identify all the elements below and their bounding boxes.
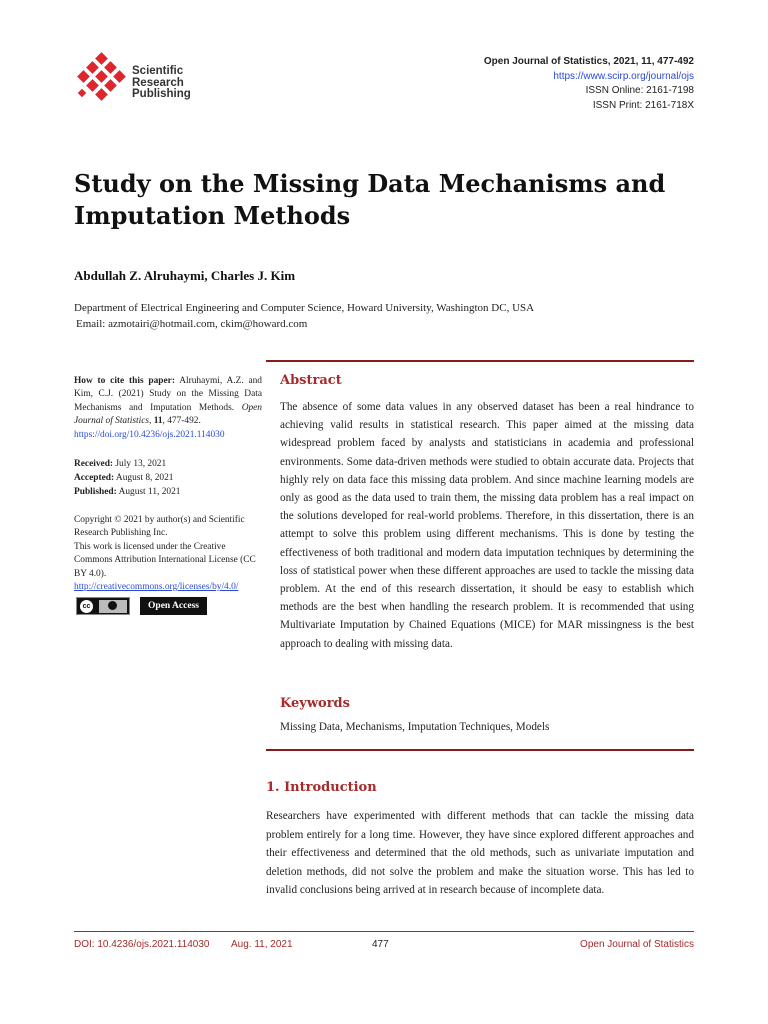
introduction-heading: 1. Introduction (266, 780, 377, 795)
open-access-badge: Open Access (140, 597, 207, 615)
footer-doi: DOI: 10.4236/ojs.2021.114030 (74, 939, 210, 950)
authors: Abdullah Z. Alruhaymi, Charles J. Kim (74, 268, 296, 283)
cc-icon: cc (80, 600, 93, 613)
abstract-text: The absence of some data values in any observed dataset has been a real hindrance to achieving valid results in statistical research. This paper aimed at the missing data widespread problem faced by analysts and statisticians in academia and professional environments. Some data-driven methods were studied to obtain accurate data. Projects that highly rely on data face this missing data problem. And since machine learning models are only as good as the data used to train them, the missing data problem has a real impact on the solutions developed for real-world problems. Therefore, in this dissertation, there is an attempt to solve this problem using different mechanisms. This is done by testing the effectiveness of both traditional and modern data imputation techniques by determining the loss of statistical power when these different approaches are used to tackle the missing data problem. At the end of this research dissertation, it should be easy to establish which methods are the best when handling the research problem. It is recommended that using Multivariate Imputation by Chained Equations (MICE) for MAR missingness is the best approach to dealing with missing data. (280, 401, 694, 650)
page-number: 477 (372, 939, 389, 950)
license-badges (76, 597, 211, 615)
paper-title: Study on the Missing Data Mechanisms and Imputation Methods (74, 169, 666, 230)
copyright-notice: Copyright © 2021 by author(s) and Scientific Research Publishing Inc. This work is licensed under the Creative Commons Attribution International License (CC BY 4.0). http://creativecommons.org/licenses/by/4.0/ (74, 514, 264, 594)
keywords-text: Missing Data, Mechanisms, Imputation Techniques, Models (280, 721, 550, 733)
abstract-top-rule (266, 360, 694, 362)
affiliation: Department of Electrical Engineering and Computer Science, Howard University, Washington DC, USA (74, 302, 535, 314)
how-to-cite: How to cite this paper: Alruhaymi, A.Z. and Kim, C.J. (2021) Study on the Missing Data Mechanisms and Imputation Methods. Open Journal of Statistics, 11, 477-492. https://doi.org/10.4236/ojs.2021.114030 (74, 376, 262, 440)
keywords-bottom-rule (266, 749, 694, 751)
publication-dates: Received: July 13, 2021 Accepted: August 8, 2021 Published: August 11, 2021 (74, 459, 181, 497)
doi-link[interactable]: https://doi.org/10.4236/ojs.2021.114030 (74, 429, 225, 440)
journal-info (484, 55, 694, 113)
footer-journal: Open Journal of Statistics (580, 939, 694, 950)
journal-url-link[interactable]: https://www.scirp.org/journal/ojs (553, 70, 694, 82)
by-icon (99, 600, 127, 613)
issn-online: ISSN Online: 2161-7198 (585, 85, 694, 96)
publisher-logo (74, 52, 204, 112)
license-link[interactable]: http://creativecommons.org/licenses/by/4.0/ (74, 582, 239, 593)
diamond-cluster-icon (74, 52, 130, 108)
footer-date: Aug. 11, 2021 (231, 939, 293, 950)
journal-citation: Open Journal of Statistics, 2021, 11, 477-492 (483, 56, 694, 67)
email: Email: azmotairi@hotmail.com, ckim@howard.com (76, 318, 308, 330)
publisher-name: Scientific Research Publishing (132, 65, 191, 100)
footer-rule (74, 931, 694, 932)
abstract-heading: Abstract (280, 373, 342, 388)
introduction-text: Researchers have experimented with different methods that can tackle the missing data problem entirely for a long time. However, they have since explored different approaches and their effectiveness and determined that the old methods, such as univariate imputation and deletion methods, did not solve the problem and make the situation worse. This has led to invalid conclusions being arrived at in research because of incomplete data. (266, 810, 694, 897)
issn-print: ISSN Print: 2161-718X (592, 99, 694, 111)
keywords-heading: Keywords (280, 696, 350, 711)
cc-by-badge[interactable] (76, 597, 130, 615)
